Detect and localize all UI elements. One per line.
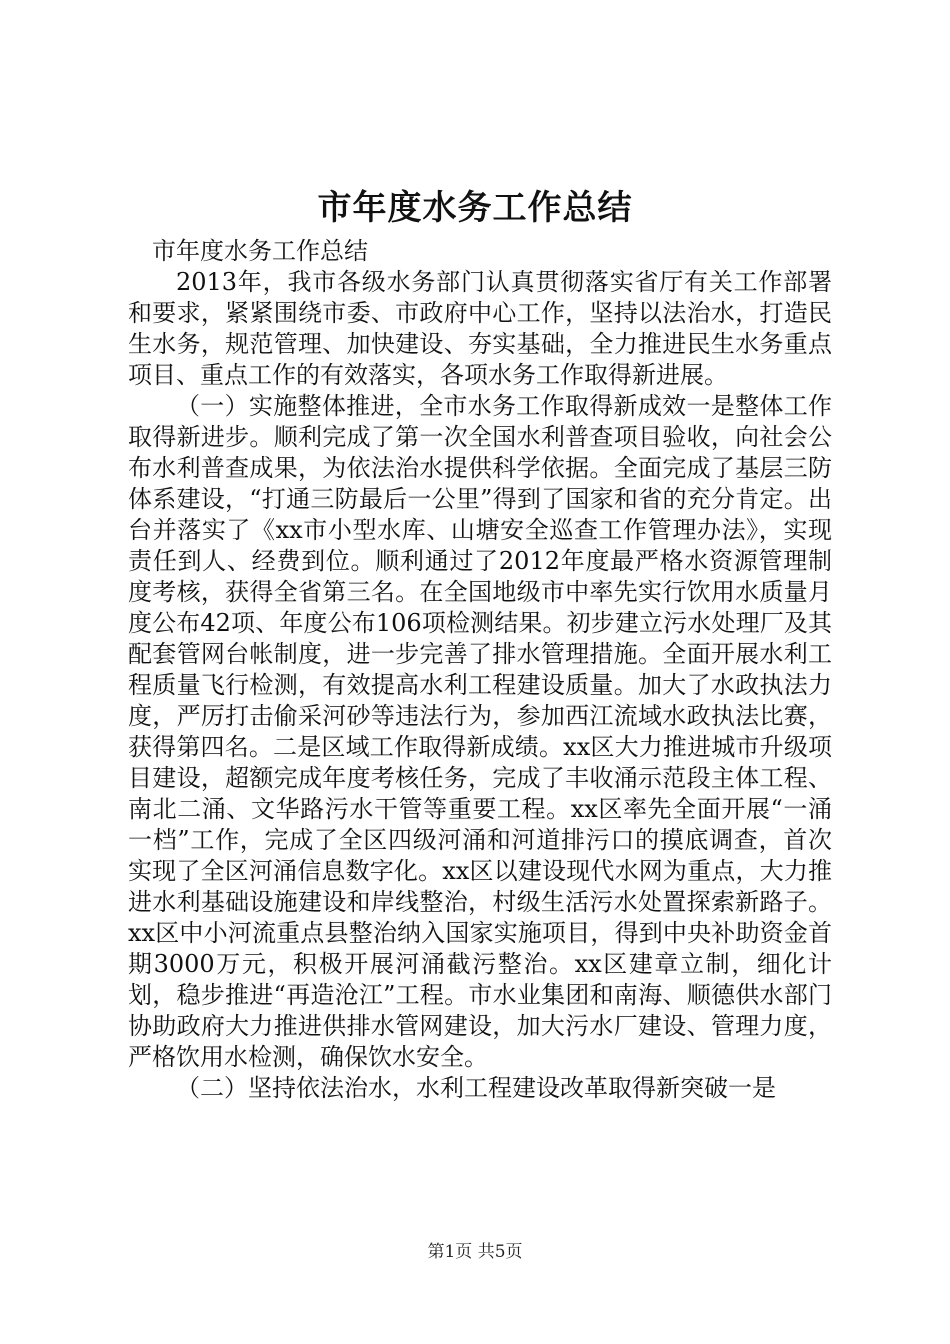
document-body — [128, 236, 832, 1104]
subtitle-paragraph: 市年度水务工作总结 — [152, 237, 368, 265]
section-two-paragraph: （二）坚持依法治水，水利工程建设改革取得新突破一是 — [176, 1074, 776, 1102]
intro-paragraph: 2013年，我市各级水务部门认真贯彻落实省厅有关工作部署和要求，紧紧围绕市委、市政府中心工作，坚持以法治水，打造民生水务，规范管理、加快建设、夯实基础，全力推进民生水务重点项目、重点工作的有效落实，各项水务工作取得新进展。 — [128, 268, 832, 389]
document-title: 市年度水务工作总结 — [317, 188, 633, 228]
page-number-footer: 第1页 共5页 — [427, 1242, 523, 1262]
section-one-paragraph: （一）实施整体推进，全市水务工作取得新成效一是整体工作取得新进步。顺利完成了第一次全国水利普查项目验收，向社会公布水利普查成果，为依法治水提供科学依据。全面完成了基层三防体系建设，“打通三防最后一公里”得到了国家和省的充分肯定。出台并落实了《xx市小型水库、山塘安全巡查工作管理办法》，实现责任到人、经费到位。顺利通过了2012年度最严格水资源管理制度考核，获得全省第三名。在全国地级市中率先实行饮用水质量月度公布42项、年度公布106项检测结果。初步建立污水处理厂及其配套管网台帐制度，进一步完善了排水管理措施。全面开展水利工程质量飞行检测，有效提高水利工程建设质量。加大了水政执法力度，严厉打击偷采河砂等违法行为，参加西江流域水政执法比赛，获得第四名。二是区域工作取得新成绩。xx区大力推进城市升级项目建设，超额完成年度考核任务，完成了丰收涌示范段主体工程、南北二涌、文华路污水干管等重要工程。xx区率先全面开展“一涌一档”工作，完成了全区四级河涌和河道排污口的摸底调查，首次实现了全区河涌信息数字化。xx区以建设现代水网为重点，大力推进水利基础设施建设和岸线整治，村级生活污水处置探索新路子。xx区中小河流重点县整治纳入国家实施项目，得到中央补助资金首期3000万元，积极开展河涌截污整治。xx区建章立制，细化计划，稳步推进“再造沧江”工程。市水业集团和南海、顺德供水部门协助政府大力推进供排水管网建设，加大污水厂建设、管理力度，严格饮用水检测，确保饮水安全。 — [128, 392, 832, 1071]
